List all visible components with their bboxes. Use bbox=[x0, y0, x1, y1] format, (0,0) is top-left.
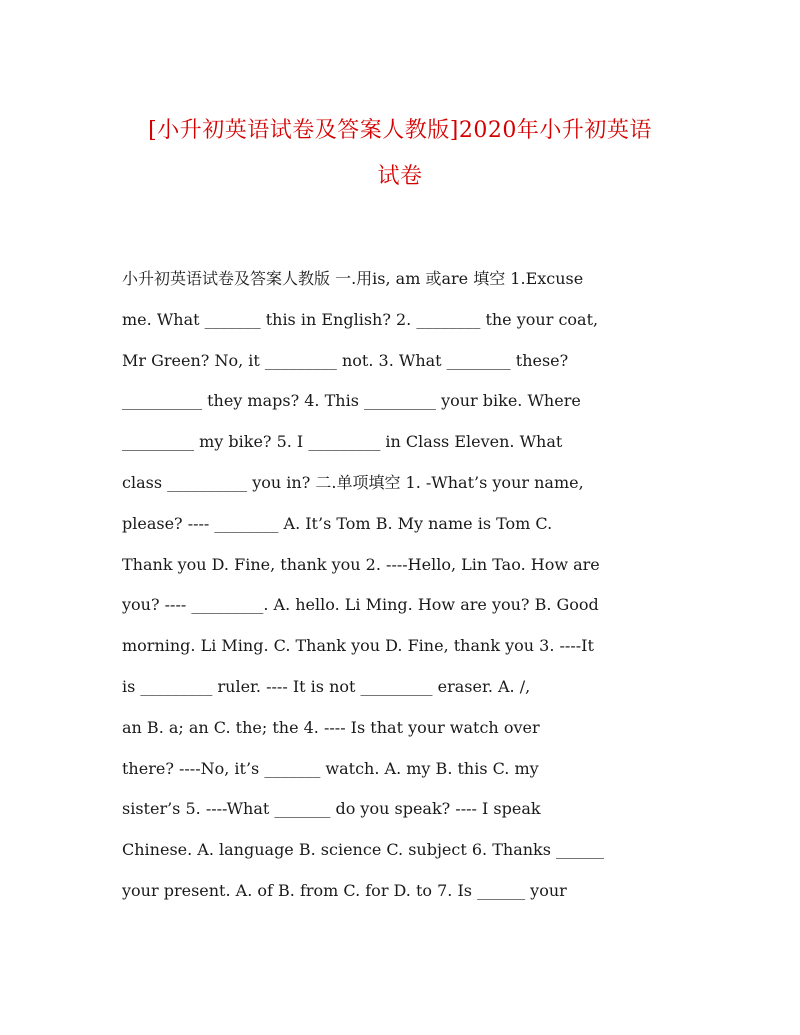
body-line: there? ----No, it’s _______ watch. A. my B. this C. my bbox=[122, 758, 539, 778]
document-title bbox=[100, 108, 700, 200]
body-line: please? ---- ________ A. It’s Tom B. My name is Tom C. bbox=[122, 513, 553, 533]
document-body bbox=[122, 259, 682, 912]
body-line: an B. a; an C. the; the 4. ---- Is that your watch over bbox=[122, 717, 540, 737]
body-line: Thank you D. Fine, thank you 2. ----Hello, Lin Tao. How are bbox=[122, 554, 600, 574]
title-line-2: 试卷 bbox=[377, 164, 423, 189]
body-line: _________ my bike? 5. I _________ in Class Eleven. What bbox=[122, 432, 563, 452]
body-line: class __________ you in? 二.单项填空 1. -What’s your name, bbox=[122, 472, 584, 492]
body-line: 小升初英语试卷及答案人教版 一.用is, am 或are 填空 1.Excuse bbox=[122, 269, 584, 288]
body-line: Mr Green? No, it _________ not. 3. What ________ these? bbox=[122, 350, 569, 370]
body-line: sister’s 5. ----What _______ do you speak? ---- I speak bbox=[122, 799, 541, 819]
body-line: Chinese. A. language B. science C. subject 6. Thanks ______ bbox=[122, 840, 605, 860]
body-line: me. What _______ this in English? 2. ________ the your coat, bbox=[122, 309, 599, 329]
body-line: morning. Li Ming. C. Thank you D. Fine, thank you 3. ----It bbox=[122, 636, 594, 656]
body-line: you? ---- _________. A. hello. Li Ming. How are you? B. Good bbox=[122, 595, 599, 615]
title-line-1: [小升初英语试卷及答案人教版]2020年小升初英语 bbox=[148, 118, 652, 143]
body-line: your present. A. of B. from C. for D. to 7. Is ______ your bbox=[122, 880, 567, 900]
body-line: is _________ ruler. ---- It is not _________ eraser. A. /, bbox=[122, 676, 531, 696]
body-line: __________ they maps? 4. This _________ your bike. Where bbox=[122, 391, 581, 411]
